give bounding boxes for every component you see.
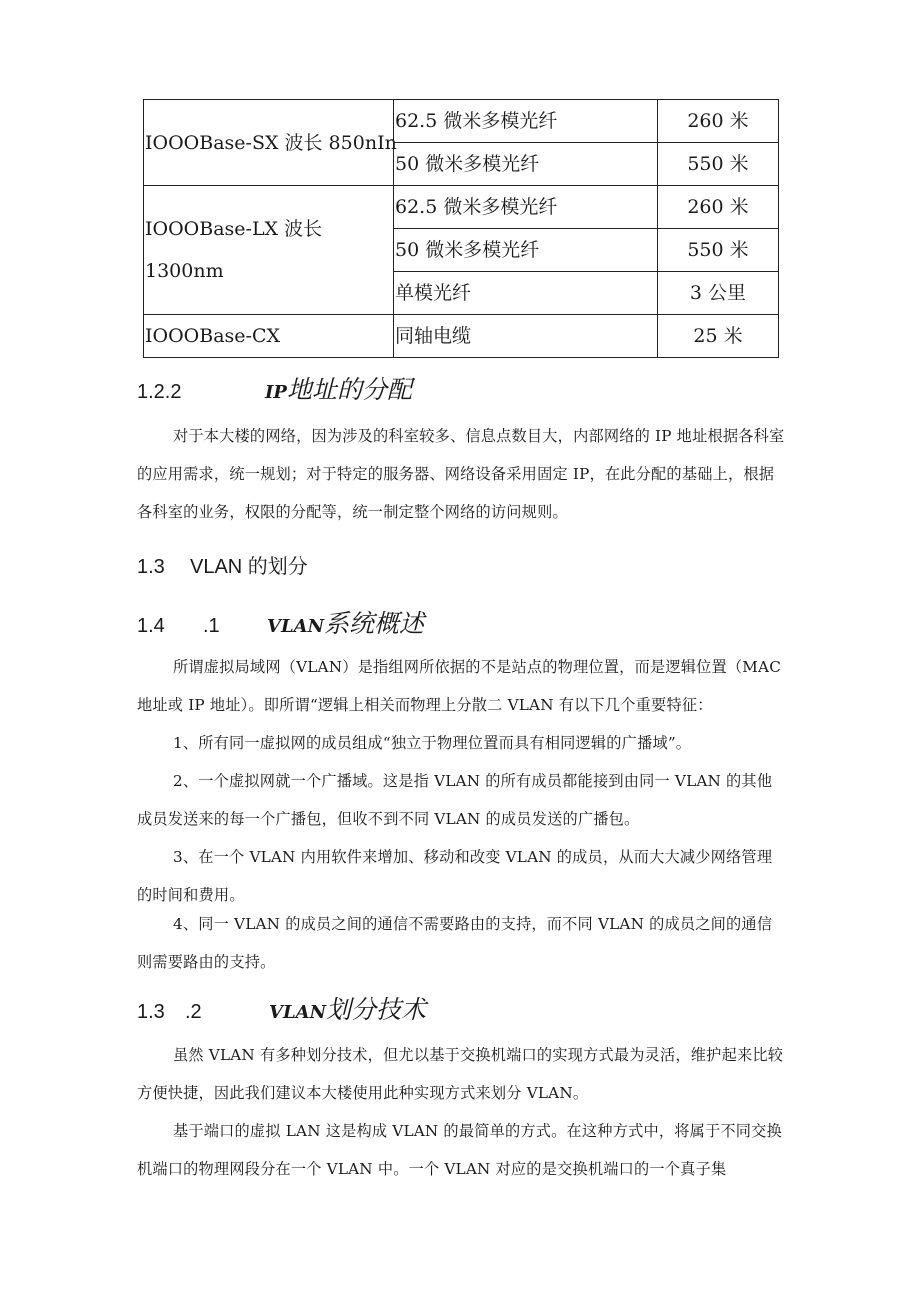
section-subnumber: .1 bbox=[203, 615, 220, 637]
paragraph: 所谓虚拟局域网（VLAN）是指组网所依据的不是站点的物理位置，而是逻辑位置（MAC 地址或 IP 地址）。即所谓“逻辑上相关而物理上分散二 VLAN 有以下几个重要特征： bbox=[137, 658, 782, 714]
section-heading-1-3-2 bbox=[137, 990, 426, 1026]
section-number: 1.4 bbox=[137, 615, 165, 637]
title-prefix: VLAN bbox=[269, 1002, 327, 1023]
distance-cell: 260 米 bbox=[658, 100, 779, 143]
section-heading-1-3 bbox=[137, 550, 308, 579]
title-prefix: VLAN bbox=[267, 616, 325, 637]
section-heading-1-4-1 bbox=[137, 604, 424, 640]
media-cell: 50 微米多模光纤 bbox=[394, 143, 658, 186]
title-text: 地址的分配 bbox=[286, 375, 412, 404]
media-cell: 62.5 微米多模光纤 bbox=[394, 100, 658, 143]
distance-cell: 550 米 bbox=[658, 229, 779, 272]
standard-cell: IOOOBase-CX bbox=[144, 315, 394, 358]
section-title: VLAN 的划分 bbox=[190, 556, 308, 578]
gigabit-ethernet-table bbox=[143, 99, 779, 358]
table-row bbox=[144, 315, 779, 358]
section-title bbox=[267, 609, 424, 638]
section-title bbox=[265, 375, 412, 404]
standard-cell: IOOOBase-LX 波长 1300nm bbox=[144, 186, 394, 315]
section-number: 1.3 bbox=[137, 1001, 165, 1023]
distance-cell: 3 公里 bbox=[658, 272, 779, 315]
distance-cell: 25 米 bbox=[658, 315, 779, 358]
section-number: 1.2.2 bbox=[137, 381, 182, 403]
media-cell: 50 微米多模光纤 bbox=[394, 229, 658, 272]
section-number: 1.3 bbox=[137, 556, 165, 578]
paragraph: 基于端口的虚拟 LAN 这是构成 VLAN 的最简单的方式。在这种方式中，将属于不同交换机端口的物理网段分在一个 VLAN 中。一个 VLAN 对应的是交换机端口的一个真子集 bbox=[137, 1122, 782, 1178]
table-row bbox=[144, 186, 779, 229]
media-cell: 单模光纤 bbox=[394, 272, 658, 315]
title-prefix: IP bbox=[265, 382, 287, 403]
media-cell: 62.5 微米多模光纤 bbox=[394, 186, 658, 229]
paragraph: 4、同一 VLAN 的成员之间的通信不需要路由的支持，而不同 VLAN 的成员之间的通信则需要路由的支持。 bbox=[137, 915, 773, 971]
paragraph: 2、一个虚拟网就一个广播域。这是指 VLAN 的所有成员都能接到由同一 VLAN 的其他成员发送来的每一个广播包，但收不到不同 VLAN 的成员发送的广播包。 bbox=[137, 772, 773, 828]
distance-cell: 260 米 bbox=[658, 186, 779, 229]
section-title bbox=[269, 995, 426, 1024]
paragraph: 1、所有同一虚拟网的成员组成“独立于物理位置而具有相同逻辑的广播域”。 bbox=[173, 734, 692, 752]
standard-cell: IOOOBase-SX 波长 850nIn bbox=[144, 100, 394, 186]
media-cell: 同轴电缆 bbox=[394, 315, 658, 358]
distance-cell: 550 米 bbox=[658, 143, 779, 186]
section-heading-1-2-2 bbox=[137, 370, 412, 406]
table-row bbox=[144, 100, 779, 143]
paragraph: 虽然 VLAN 有多种划分技术，但尤以基于交换机端口的实现方式最为灵活，维护起来比较方便快捷，因此我们建议本大楼使用此种实现方式来划分 VLAN。 bbox=[137, 1046, 784, 1102]
section-subnumber: .2 bbox=[185, 1001, 202, 1023]
paragraph: 3、在一个 VLAN 内用软件来增加、移动和改变 VLAN 的成员，从而大大减少网络管理的时间和费用。 bbox=[137, 848, 773, 904]
title-text: 划分技术 bbox=[326, 995, 427, 1024]
title-text: 系统概述 bbox=[324, 609, 425, 638]
paragraph: 对于本大楼的网络，因为涉及的科室较多、信息点数目大，内部网络的 IP 地址根据各科室的应用需求，统一规划；对于特定的服务器、网络设备采用固定 IP，在此分配的基础上，根据各科室的业务，权限的分配等，统一制定整个网络的访问规则。 bbox=[137, 427, 785, 521]
